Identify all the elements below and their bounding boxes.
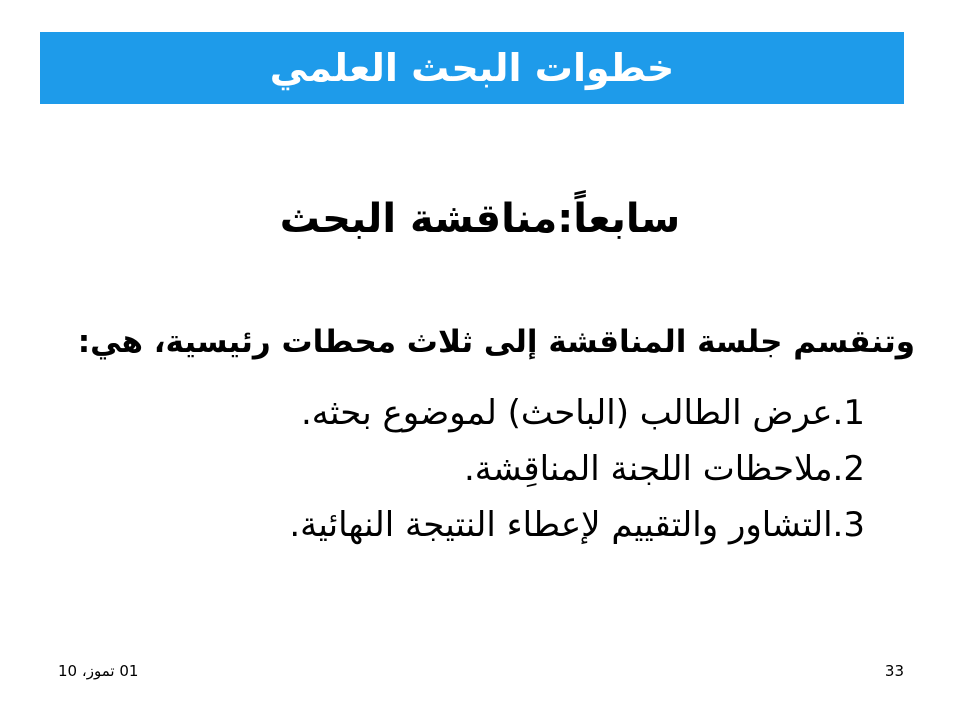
list-item: 3.التشاور والتقييم لإعطاء النتيجة النهائية. [289, 505, 865, 545]
steps-list [65, 385, 865, 553]
page-number: 33 [884, 662, 904, 680]
list-item: 1.عرض الطالب (الباحث) لموضوع بحثه. [301, 393, 865, 433]
title-bar [40, 32, 904, 104]
list-item: 2.ملاحظات اللجنة المناقِشة. [463, 449, 865, 489]
intro-text: وتنقسم جلسة المناقشة إلى ثلاث محطات رئيسية، هي: [77, 324, 915, 360]
footer-date: 01 تموز، 10 [58, 662, 139, 680]
section-heading: سابعاً:مناقشة البحث [279, 196, 681, 242]
slide-title: خطوات البحث العلمي [269, 46, 675, 90]
